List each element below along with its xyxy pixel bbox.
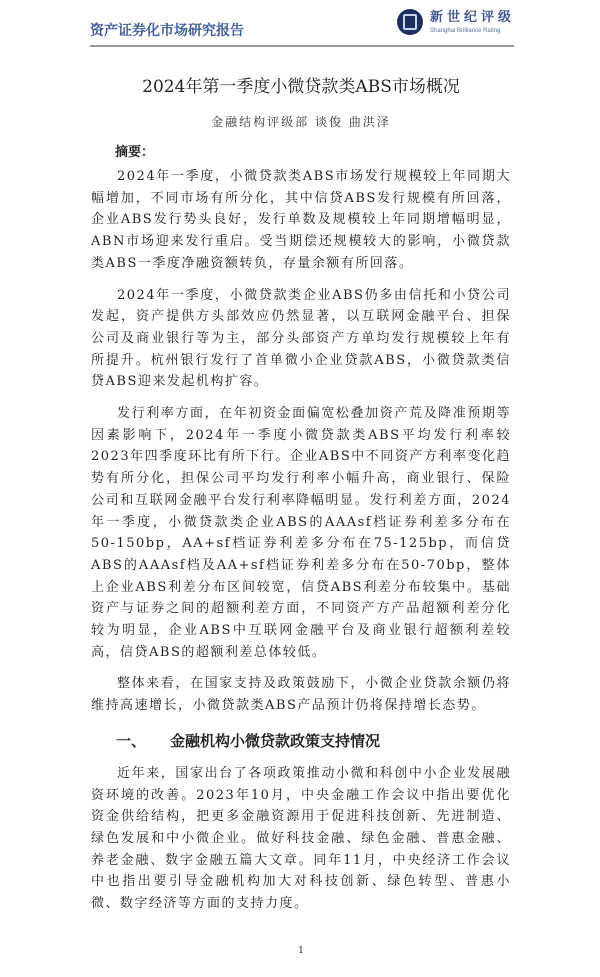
abstract-paragraph-3: 发行利率方面，在年初资金面偏宽松叠加资产荒及降准预期等因素影响下，2024年一季度小微贷款类ABS平均发行利率较2023年四季度环比有所下行。企业ABS中不同资产方利率变化趋势有所分化，担保公司平均发行利率小幅升高，商业银行、保险公司和互联网金融平台发行利率降幅明显。发行利差方面，2024年一季度，小微贷款类企业ABS的AAAsf档证券利差多分布在50-150bp，AA+sf档证券利差多分布在75-125bp，而信贷ABS的AAAsf档及AA+sf档证券利差多分布在50-70bp，整体上企业ABS利差分布区间较宽，信贷ABS利差分布较集中。基础资产与证券之间的超额利差方面，不同资产方产品超额利差分化较为明显，企业ABS中互联网金融平台及商业银行超额利差较高，信贷ABS的超额利差总体较低。	[91, 406, 511, 660]
abstract-paragraph-2: 2024年一季度，小微贷款类企业ABS仍多由信托和小贷公司发起，资产提供方头部效应仍然显著，以互联网金融平台、担保公司及商业银行等为主，部分头部资产方单均发行规模较上年有所提升。杭州银行发行了首单微小企业贷款ABS，小微贷款类信贷ABS迎来发起机构扩容。	[91, 287, 511, 390]
document-title: 2024年第一季度小微贷款类ABS市场概况	[142, 77, 460, 97]
logo-emblem-icon	[397, 9, 423, 35]
page-header	[0, 0, 600, 50]
logo-cn-text: 新世纪评级	[430, 9, 516, 25]
header-divider	[90, 45, 514, 47]
authors: 金融结构评级部 谈俊 曲洪泽	[211, 115, 391, 129]
page-number: 1	[298, 945, 304, 956]
section-heading	[116, 731, 511, 751]
document-body	[91, 50, 511, 957]
section-title: 金融机构小微贷款政策支持情况	[170, 731, 381, 750]
report-series-title: 资产证券化市场研究报告	[90, 23, 244, 39]
company-logo	[397, 9, 515, 35]
abstract-label: 摘要：	[115, 145, 155, 160]
abstract-paragraph-1: 2024年一季度，小微贷款类ABS市场发行规模较上年同期大幅增加，不同市场有所分化，其中信贷ABS发行规模有所回落，企业ABS发行势头良好，发行单数及规模较上年同期增幅明显，ABN市场迎来发行重启。受当期偿还规模较大的影响，小微贷款类ABS一季度净融资额转负，存量余额有所回落。	[91, 169, 511, 271]
section-number: 一、	[116, 731, 147, 750]
section-paragraph: 近年来，国家出台了各项政策推动小微和科创中小企业发展融资环境的改善。2023年10月，中央金融工作会议中指出要优化资金供给结构，把更多金融资源用于促进科技创新、先进制造、绿色发展和中小微企业。做好科技金融、绿色金融、普惠金融、养老金融、数字金融五篇大文章。同年11月，中央经济工作会议中也指出要引导金融机构加大对科技创新、绿色转型、普惠小微、数字经济等方面的支持力度。	[91, 765, 511, 912]
logo-en-text: Shanghai Brilliance Rating	[430, 27, 501, 34]
abstract-paragraph-4: 整体来看，在国家支持及政策鼓励下，小微企业贷款余额仍将维持高速增长，小微贷款类ABS产品预计仍将保持增长态势。	[91, 676, 511, 714]
